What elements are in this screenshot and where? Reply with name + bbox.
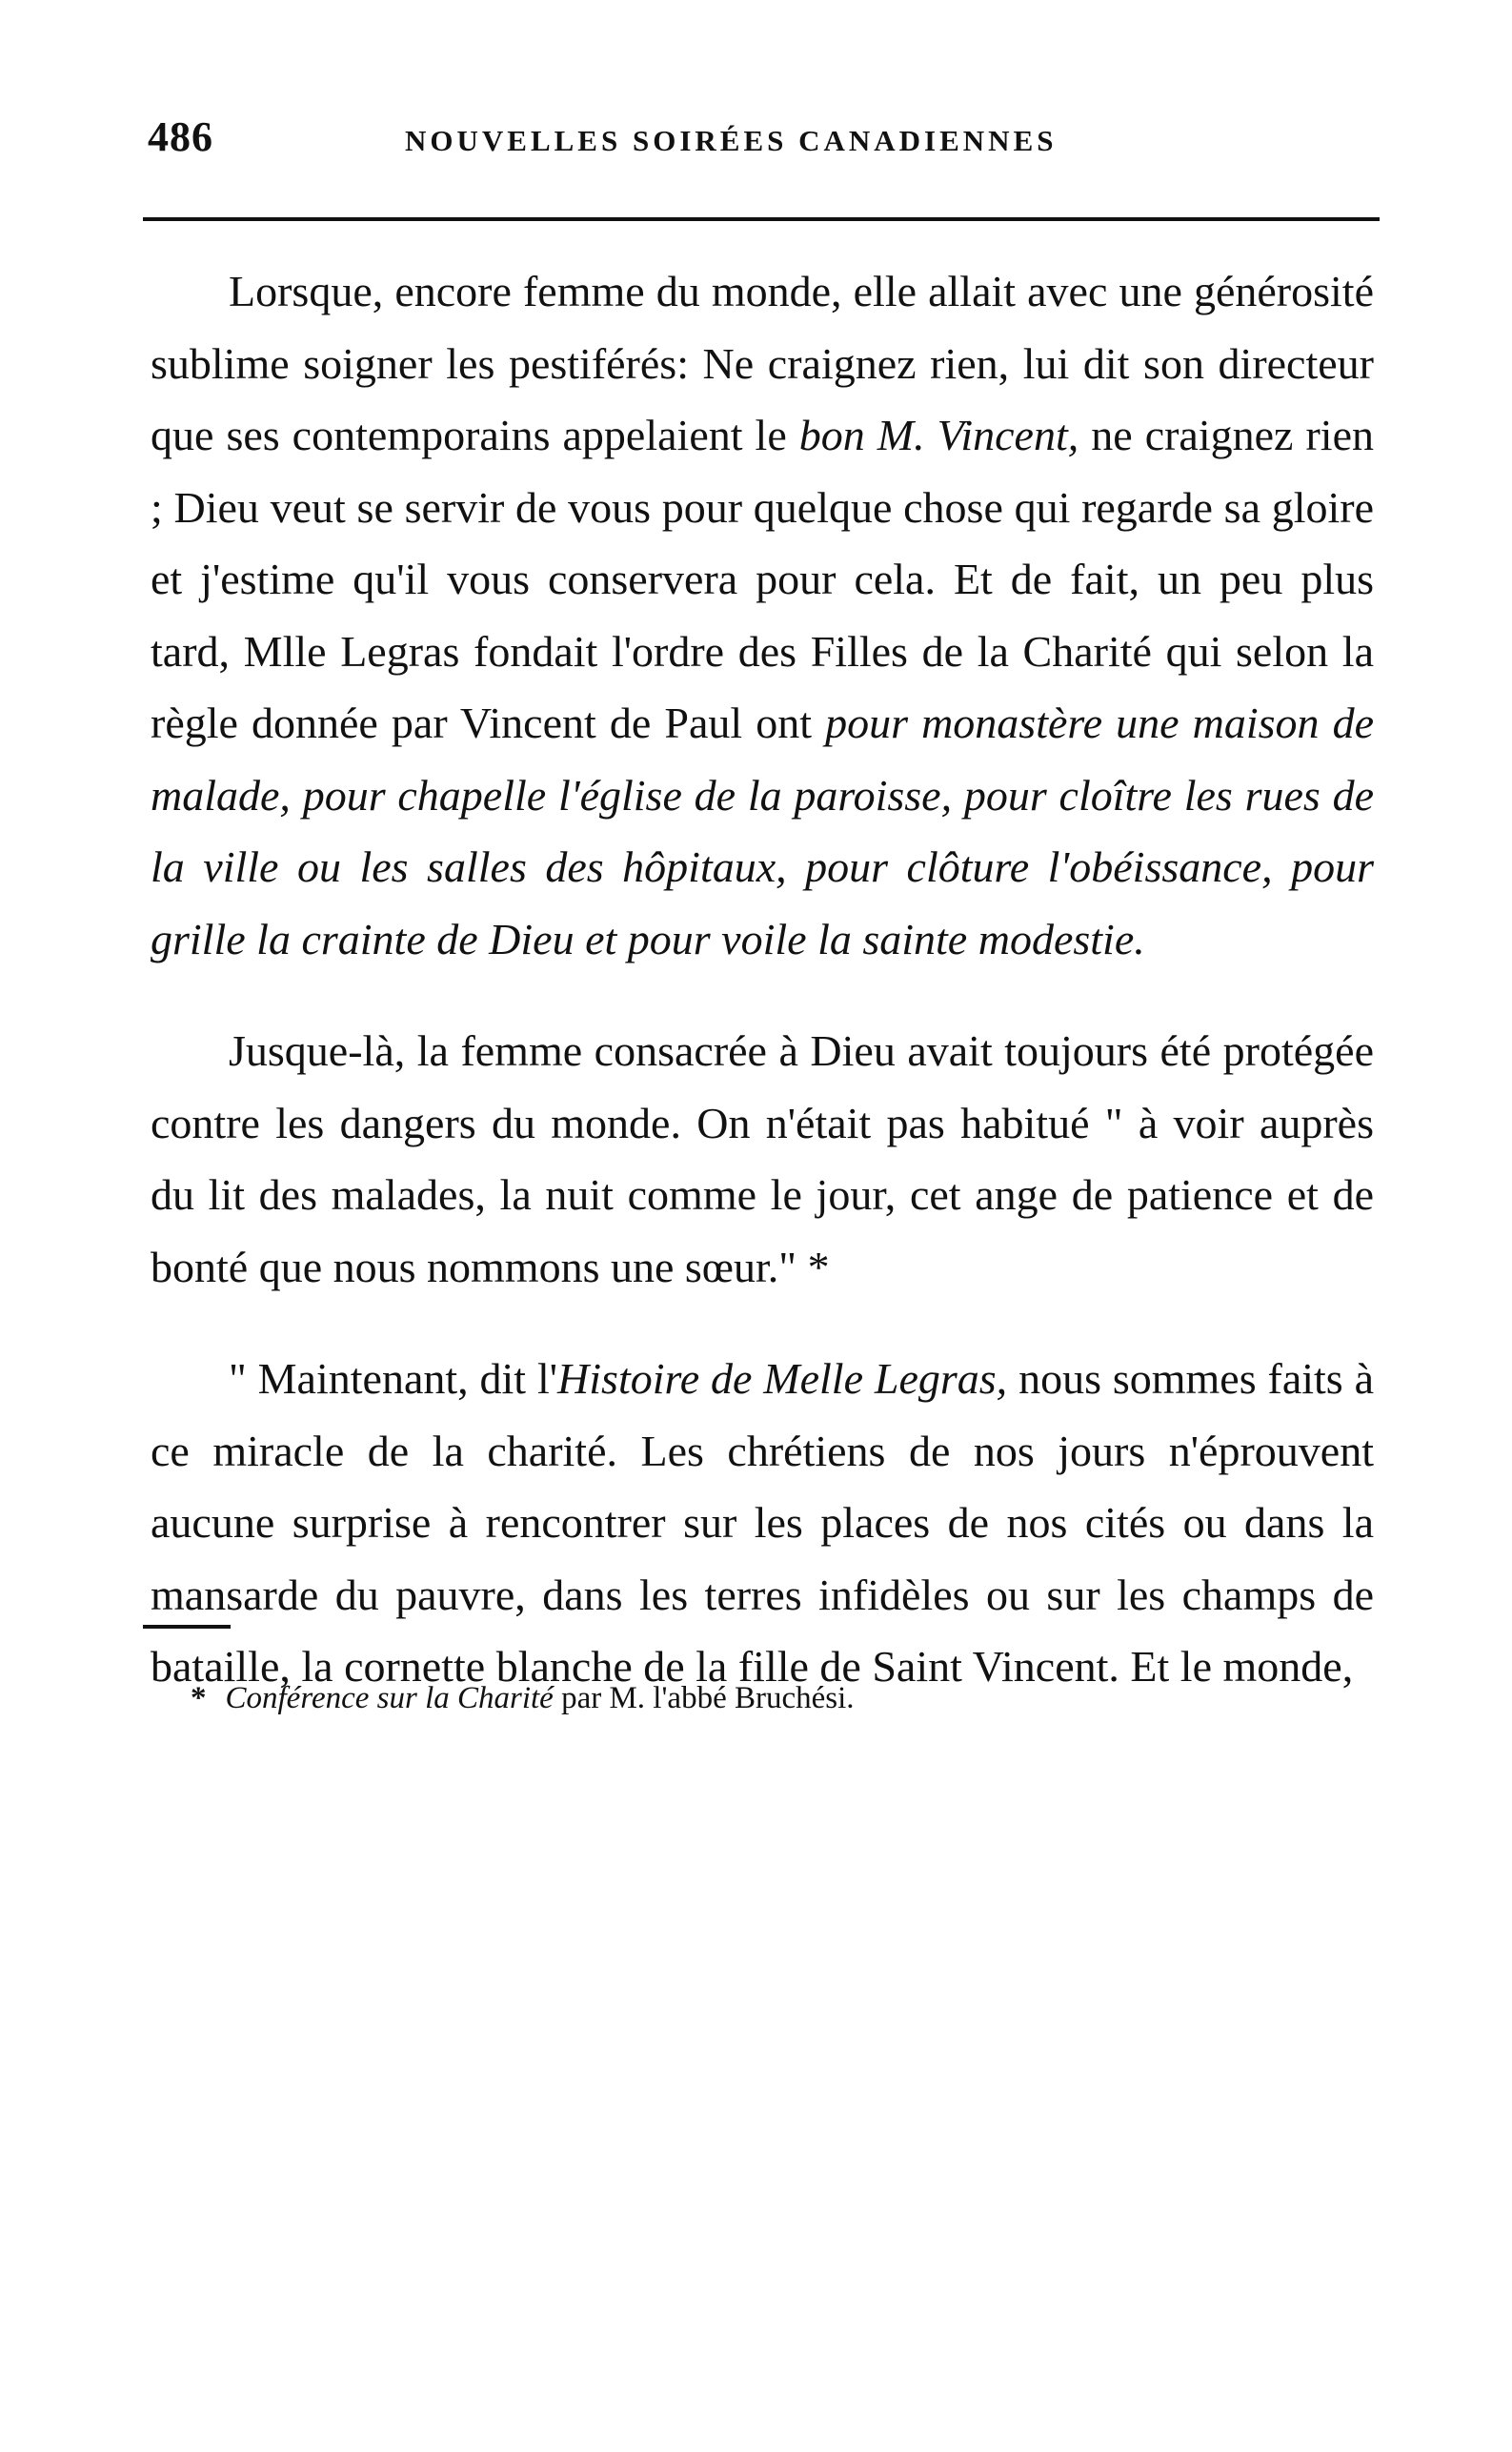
paragraph-3-italic-title: Histoire de Melle Legras, bbox=[557, 1354, 1008, 1403]
header-rule bbox=[143, 217, 1380, 221]
paragraph-3-text-a: " Maintenant, dit l' bbox=[229, 1354, 558, 1403]
paragraph-3-text-b: nous sommes faits à ce miracle de la charité. Les chrétiens de nos jours n'éprouvent aucune surprise à rencontrer sur les places de nos cités ou dans la mansarde du pauvre, dans les terres infidèles ou sur les champs de bataille, la cornette blanche de la fille de Saint Vincent. Et le monde, bbox=[151, 1354, 1374, 1691]
paragraph-1-italic-b: pour monastère une maison de malade, pour chapelle l'église de la paroisse, pour cloître les rues de la ville ou les salles des hôpitaux, pour clôture l'obéissance, pour grille la crainte de Dieu et pour voile la sainte modestie. bbox=[151, 699, 1374, 963]
paragraph-1 bbox=[151, 255, 1374, 975]
page-number: 486 bbox=[148, 113, 213, 160]
footnote-italic-title: Conférence sur la Charité bbox=[225, 1681, 554, 1715]
paragraph-1-text-b: ne craignez rien ; Dieu veut se servir de vous pour quelque chose qui regarde sa gloire et j'estime qu'il vous conservera pour cela. Et de fait, un peu plus tard, Mlle Legras fondait l'ordre des Filles de la Charité qui selon la règle donnée par Vincent de Paul ont bbox=[151, 411, 1375, 747]
footnote-rule bbox=[143, 1625, 231, 1629]
paragraph-1-italic-a: bon M. Vincent, bbox=[798, 411, 1079, 459]
paragraph-3 bbox=[151, 1343, 1374, 1703]
page-header bbox=[148, 112, 1377, 170]
running-title: NOUVELLES SOIRÉES CANADIENNES bbox=[405, 124, 1058, 157]
paragraph-2: Jusque-là, la femme consacrée à Dieu avait toujours été protégée contre les dangers du monde. On n'était pas habitué " à voir auprès du lit des malades, la nuit comme le jour, cet ange de patience et de bonté que nous nommons une sœur." * bbox=[151, 1026, 1374, 1291]
footnote-marker: * bbox=[191, 1681, 207, 1715]
footnote bbox=[191, 1677, 1315, 1719]
footnote-text: par M. l'abbé Bruchési. bbox=[553, 1681, 855, 1715]
paragraph-1-text-a: Lorsque, encore femme du monde, elle allait avec une générosité sublime soigner les pestiférés: Ne craignez rien, lui dit son directeur que ses contemporains appelaient le bbox=[151, 267, 1374, 459]
body-text bbox=[151, 255, 1374, 1703]
